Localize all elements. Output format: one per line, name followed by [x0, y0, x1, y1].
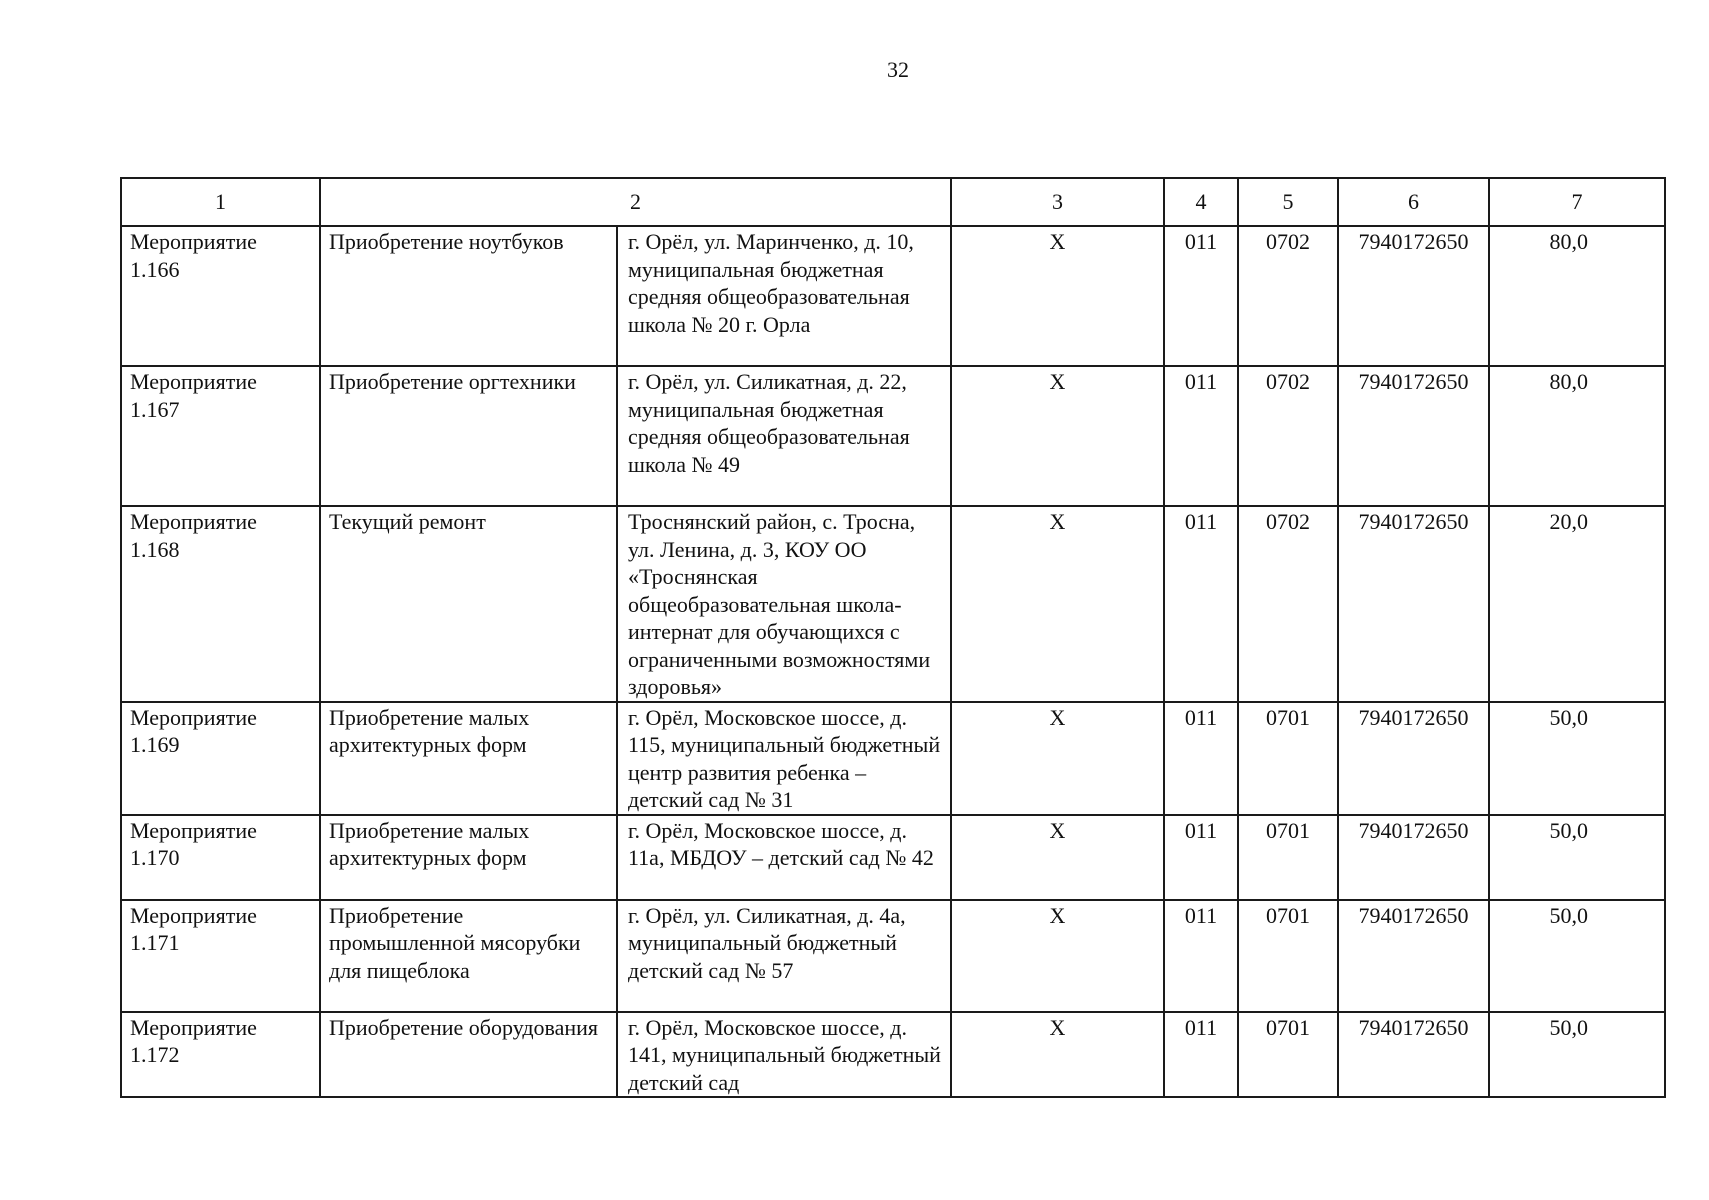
cell-col4: 011: [1164, 900, 1238, 1012]
cell-measure-name: Текущий ремонт: [320, 506, 617, 702]
cell-measure-name: Приобретение оборудования: [320, 1012, 617, 1098]
cell-col5: 0702: [1238, 366, 1338, 506]
cell-col7: 50,0: [1489, 900, 1665, 1012]
cell-col6: 7940172650: [1338, 1012, 1489, 1098]
cell-col7: 20,0: [1489, 506, 1665, 702]
cell-col4: 011: [1164, 226, 1238, 366]
cell-col5: 0701: [1238, 1012, 1338, 1098]
cell-col5: 0702: [1238, 506, 1338, 702]
cell-col5: 0701: [1238, 815, 1338, 900]
header-cell-6: 6: [1338, 178, 1489, 226]
cell-address: г. Орёл, Московское шоссе, д. 11а, МБДОУ – детский сад № 42: [617, 815, 951, 900]
cell-measure-name: Приобретение малых архитектурных форм: [320, 702, 617, 815]
cell-measure-id: Мероприятие 1.171: [121, 900, 320, 1012]
cell-address: г. Орёл, ул. Маринченко, д. 10, муниципальная бюджетная средняя общеобразовательная школа № 20 г. Орла: [617, 226, 951, 366]
cell-col6: 7940172650: [1338, 900, 1489, 1012]
cell-col3: Х: [951, 900, 1164, 1012]
cell-col3: Х: [951, 506, 1164, 702]
cell-col4: 011: [1164, 506, 1238, 702]
cell-col3: Х: [951, 226, 1164, 366]
table-row: [121, 815, 1665, 900]
table-row: [121, 1012, 1665, 1098]
cell-measure-name: Приобретение оргтехники: [320, 366, 617, 506]
header-cell-5: 5: [1238, 178, 1338, 226]
cell-measure-name: Приобретение малых архитектурных форм: [320, 815, 617, 900]
table-header-row: [121, 178, 1665, 226]
header-cell-7: 7: [1489, 178, 1665, 226]
cell-address: г. Орёл, Московское шоссе, д. 115, муниципальный бюджетный центр развития ребенка – детский сад № 31: [617, 702, 951, 815]
cell-measure-name: Приобретение промышленной мясорубки для пищеблока: [320, 900, 617, 1012]
cell-measure-id: Мероприятие 1.166: [121, 226, 320, 366]
cell-measure-id: Мероприятие 1.169: [121, 702, 320, 815]
cell-col6: 7940172650: [1338, 702, 1489, 815]
cell-col7: 50,0: [1489, 815, 1665, 900]
cell-col7: 50,0: [1489, 1012, 1665, 1098]
table-row: [121, 506, 1665, 702]
cell-col3: Х: [951, 1012, 1164, 1098]
cell-col4: 011: [1164, 702, 1238, 815]
cell-col7: 80,0: [1489, 366, 1665, 506]
cell-col7: 50,0: [1489, 702, 1665, 815]
cell-measure-id: Мероприятие 1.172: [121, 1012, 320, 1098]
cell-col6: 7940172650: [1338, 226, 1489, 366]
cell-col7: 80,0: [1489, 226, 1665, 366]
header-cell-1: 1: [121, 178, 320, 226]
cell-address: г. Орёл, ул. Силикатная, д. 4а, муниципальный бюджетный детский сад № 57: [617, 900, 951, 1012]
cell-col3: Х: [951, 702, 1164, 815]
cell-col3: Х: [951, 366, 1164, 506]
cell-col6: 7940172650: [1338, 506, 1489, 702]
cell-measure-id: Мероприятие 1.170: [121, 815, 320, 900]
cell-col4: 011: [1164, 815, 1238, 900]
cell-address: Троснянский район, с. Тросна, ул. Ленина, д. 3, КОУ ОО «Троснянская общеобразовательная школа-интернат для обучающихся с ограниченными возможностями здоровья»: [617, 506, 951, 702]
table-row: [121, 226, 1665, 366]
cell-col4: 011: [1164, 1012, 1238, 1098]
cell-col5: 0701: [1238, 702, 1338, 815]
header-cell-3: 3: [951, 178, 1164, 226]
cell-col5: 0701: [1238, 900, 1338, 1012]
table-row: [121, 900, 1665, 1012]
cell-measure-name: Приобретение ноутбуков: [320, 226, 617, 366]
cell-col5: 0702: [1238, 226, 1338, 366]
cell-measure-id: Мероприятие 1.168: [121, 506, 320, 702]
cell-address: г. Орёл, ул. Силикатная, д. 22, муниципальная бюджетная средняя общеобразовательная школа № 49: [617, 366, 951, 506]
cell-col6: 7940172650: [1338, 366, 1489, 506]
cell-col6: 7940172650: [1338, 815, 1489, 900]
cell-col4: 011: [1164, 366, 1238, 506]
cell-measure-id: Мероприятие 1.167: [121, 366, 320, 506]
page-number: 32: [887, 57, 909, 82]
header-cell-4: 4: [1164, 178, 1238, 226]
cell-col3: Х: [951, 815, 1164, 900]
table-row: [121, 702, 1665, 815]
header-cell-2: 2: [320, 178, 951, 226]
cell-address: г. Орёл, Московское шоссе, д. 141, муниципальный бюджетный детский сад: [617, 1012, 951, 1098]
budget-table: [120, 177, 1666, 1098]
table-row: [121, 366, 1665, 506]
